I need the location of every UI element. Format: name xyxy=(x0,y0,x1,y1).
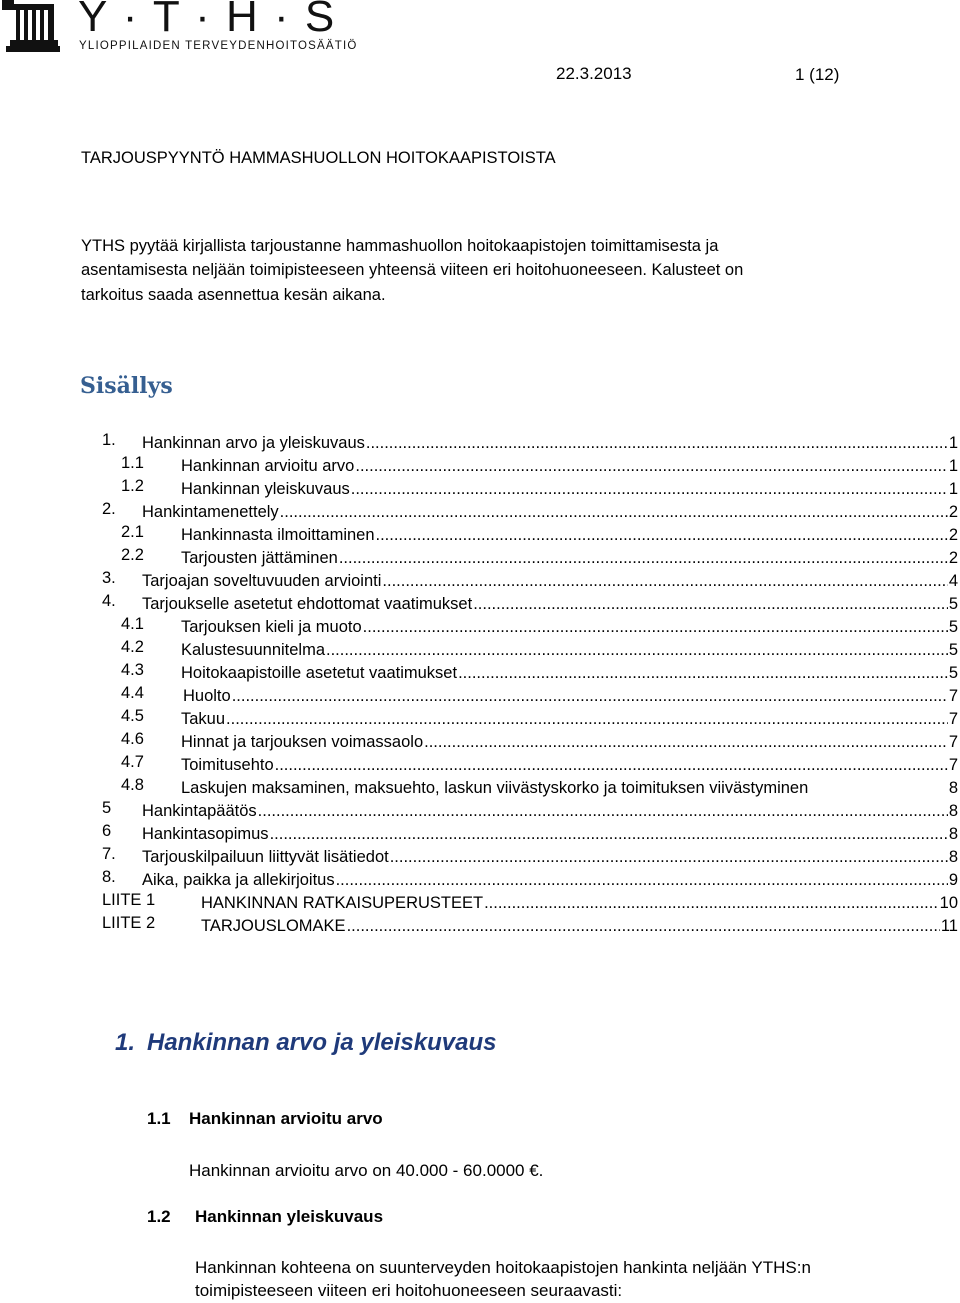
toc-entry-page: 5 xyxy=(948,595,958,613)
toc-entry-number: 8. xyxy=(102,868,116,886)
subsection-title: Hankinnan arvioitu arvo xyxy=(189,1109,383,1128)
toc-entry-page: 7 xyxy=(948,687,958,705)
toc-entry-title: Laskujen maksaminen, maksuehto, laskun viivästyskorko ja toimituksen viivästyminen xyxy=(181,779,809,797)
toc-entry-page: 2 xyxy=(948,503,958,521)
toc-dot-leader xyxy=(363,618,948,637)
toc-entry-number: 4.7 xyxy=(121,753,144,771)
toc-entry[interactable] xyxy=(121,753,958,775)
toc-entry[interactable] xyxy=(121,661,958,683)
toc-dot-leader xyxy=(280,503,948,522)
toc-entry-title: Tarjouksen kieli ja muoto xyxy=(181,618,362,636)
toc-dot-leader xyxy=(232,687,948,706)
subsection-title: Hankinnan yleiskuvaus xyxy=(195,1207,384,1226)
toc-entry-title: TARJOUSLOMAKE xyxy=(201,917,346,935)
toc-entry-number: 1.2 xyxy=(121,477,144,495)
toc-entry-number: 1. xyxy=(102,431,116,449)
toc-entry-title: Hankinnan arvo ja yleiskuvaus xyxy=(142,434,365,452)
toc-entry[interactable] xyxy=(102,868,958,890)
section-title: Hankinnan arvo ja yleiskuvaus xyxy=(147,1029,497,1056)
toc-entry-page: 2 xyxy=(948,549,958,567)
toc-entry[interactable] xyxy=(102,914,958,936)
toc-entry-page: 8 xyxy=(948,779,958,797)
toc-entry[interactable] xyxy=(102,431,958,453)
toc-dot-leader xyxy=(270,825,948,844)
body-paragraph: Hankinnan arvioitu arvo on 40.000 - 60.0000 €. xyxy=(189,1161,544,1180)
toc-entry-number: 2.2 xyxy=(121,546,144,564)
toc-dot-leader xyxy=(326,641,948,660)
toc-entry-number: 2. xyxy=(102,500,116,518)
toc-entry-title: Hankinnasta ilmoittaminen xyxy=(181,526,375,544)
toc-dot-leader xyxy=(473,595,948,614)
toc-dot-leader xyxy=(424,733,948,752)
toc-entry[interactable] xyxy=(102,845,958,867)
toc-entry-page: 10 xyxy=(939,894,958,912)
toc-entry-title: Aika, paikka ja allekirjoitus xyxy=(142,871,335,889)
toc-entry-page: 1 xyxy=(948,434,958,452)
toc-entry-title: Hinnat ja tarjouksen voimassaolo xyxy=(181,733,424,751)
toc-entry-page: 5 xyxy=(948,641,958,659)
intro-line: tarkoitus saada asennettua kesän aikana. xyxy=(81,286,386,304)
toc-entry[interactable] xyxy=(121,546,958,568)
toc-entry[interactable] xyxy=(102,822,958,844)
toc-entry-number: 2.1 xyxy=(121,523,144,541)
toc-entry-title: Hoitokaapistoille asetetut vaatimukset xyxy=(181,664,458,682)
toc-entry[interactable] xyxy=(102,500,958,522)
toc-entry[interactable] xyxy=(121,730,958,752)
toc-entry-title: HANKINNAN RATKAISUPERUSTEET xyxy=(201,894,484,912)
toc-entry[interactable] xyxy=(102,891,958,913)
toc-entry-number: 4.8 xyxy=(121,776,144,794)
toc-entry-page: 7 xyxy=(948,756,958,774)
toc-entry-number: LIITE 2 xyxy=(102,914,156,932)
toc-entry-page: 9 xyxy=(948,871,958,889)
toc-entry-title: Hankinnan arvioitu arvo xyxy=(181,457,355,475)
toc-entry-title: Toimitusehto xyxy=(181,756,274,774)
toc-entry-page: 5 xyxy=(948,664,958,682)
toc-entry-page: 1 xyxy=(948,480,958,498)
intro-line: YTHS pyytää kirjallista tarjoustanne hammashuollon hoitokaapistojen toimittamisesta ja xyxy=(81,237,719,255)
toc-entry-page: 11 xyxy=(940,917,958,935)
toc-entry-number: 4.3 xyxy=(121,661,144,679)
section-number: 1. xyxy=(115,1029,136,1056)
toc-entry-page: 7 xyxy=(948,710,958,728)
toc-entry-number: 4. xyxy=(102,592,116,610)
toc-dot-leader xyxy=(390,848,948,867)
logo-wordmark: Y · T · H · S xyxy=(78,0,337,41)
yths-logo-emblem xyxy=(2,0,60,63)
toc-entry[interactable] xyxy=(121,615,958,637)
toc-entry[interactable] xyxy=(121,638,958,660)
toc-dot-leader xyxy=(366,434,948,453)
subsection-number: 1.1 xyxy=(147,1109,171,1128)
toc-dot-leader xyxy=(339,549,948,568)
toc-entry-number: 4.5 xyxy=(121,707,144,725)
toc-entry-number: 5 xyxy=(102,799,112,817)
toc-dot-leader xyxy=(347,917,940,936)
toc-entry-page: 5 xyxy=(948,618,958,636)
body-paragraph-line: Hankinnan kohteena on suunterveyden hoitokaapistojen hankinta neljään YTHS:n xyxy=(195,1258,811,1277)
toc-entry-title: Hankintamenettely xyxy=(142,503,279,521)
toc-entry-title: Tarjoajan soveltuvuuden arviointi xyxy=(142,572,382,590)
toc-entry[interactable] xyxy=(102,799,958,821)
toc-entry-title: Hankinnan yleiskuvaus xyxy=(181,480,350,498)
toc-dot-leader xyxy=(351,480,948,499)
toc-entry-number: LIITE 1 xyxy=(102,891,156,909)
toc-entry-page: 2 xyxy=(948,526,958,544)
toc-entry-number: 7. xyxy=(102,845,116,863)
toc-entry[interactable] xyxy=(121,523,958,545)
page-number: 1 (12) xyxy=(795,65,840,84)
toc-entry-title: Tarjousten jättäminen xyxy=(181,549,338,567)
intro-line: asentamisesta neljään toimipisteeseen yhteensä viiteen eri hoitohuoneeseen. Kalusteet on xyxy=(81,261,744,279)
toc-dot-leader xyxy=(382,572,947,591)
toc-entry[interactable] xyxy=(102,592,958,614)
toc-entry[interactable] xyxy=(121,707,958,729)
toc-entry[interactable] xyxy=(102,569,958,591)
toc-dot-leader xyxy=(336,871,948,890)
toc-entry-title: Huolto xyxy=(183,687,231,705)
subsection-number: 1.2 xyxy=(147,1207,171,1226)
toc-dot-leader xyxy=(226,710,948,729)
toc-entry[interactable] xyxy=(121,454,958,476)
toc-entry-number: 3. xyxy=(102,569,116,587)
toc-dot-leader xyxy=(458,664,948,683)
logo-subtitle: YLIOPPILAIDEN TERVEYDENHOITOSÄÄTIÖ xyxy=(79,40,358,52)
toc-entry[interactable] xyxy=(121,776,958,798)
toc-entry[interactable] xyxy=(121,477,958,499)
toc-entry-page: 8 xyxy=(948,848,958,866)
toc-entry-title: Hankintasopimus xyxy=(142,825,269,843)
toc-dot-leader xyxy=(275,756,948,775)
toc-entry-page: 8 xyxy=(948,825,958,843)
toc-dot-leader xyxy=(258,802,948,821)
body-paragraph-line: toimipisteeseen viiteen eri hoitohuoneeseen seuraavasti: xyxy=(195,1281,623,1300)
toc-dot-leader xyxy=(355,457,947,476)
toc-entry-number: 4.1 xyxy=(121,615,144,633)
toc-entry-number: 6 xyxy=(102,822,112,840)
toc-entry-number: 4.2 xyxy=(121,638,144,656)
toc-entry-title: Kalustesuunnitelma xyxy=(181,641,326,659)
toc-entry-page: 7 xyxy=(948,733,958,751)
toc-entry-title: Takuu xyxy=(181,710,226,728)
toc-entry-number: 4.6 xyxy=(121,730,144,748)
toc-heading: Sisällys xyxy=(80,373,173,399)
toc-entry[interactable] xyxy=(121,684,958,706)
toc-entry-title: Tarjouskilpailuun liittyvät lisätiedot xyxy=(142,848,389,866)
document-date: 22.3.2013 xyxy=(556,64,632,83)
toc-entry-number: 1.1 xyxy=(121,454,144,472)
toc-entry-number: 4.4 xyxy=(121,684,144,702)
toc-dot-leader xyxy=(376,526,948,545)
toc-entry-page: 4 xyxy=(948,572,958,590)
toc-entry-page: 8 xyxy=(948,802,958,820)
toc-dot-leader xyxy=(484,894,939,913)
document-title: TARJOUSPYYNTÖ HAMMASHUOLLON HOITOKAAPISTOISTA xyxy=(81,149,556,167)
toc-entry-page: 1 xyxy=(948,457,958,475)
toc-entry-title: Tarjoukselle asetetut ehdottomat vaatimukset xyxy=(142,595,473,613)
toc-entry-title: Hankintapäätös xyxy=(142,802,257,820)
